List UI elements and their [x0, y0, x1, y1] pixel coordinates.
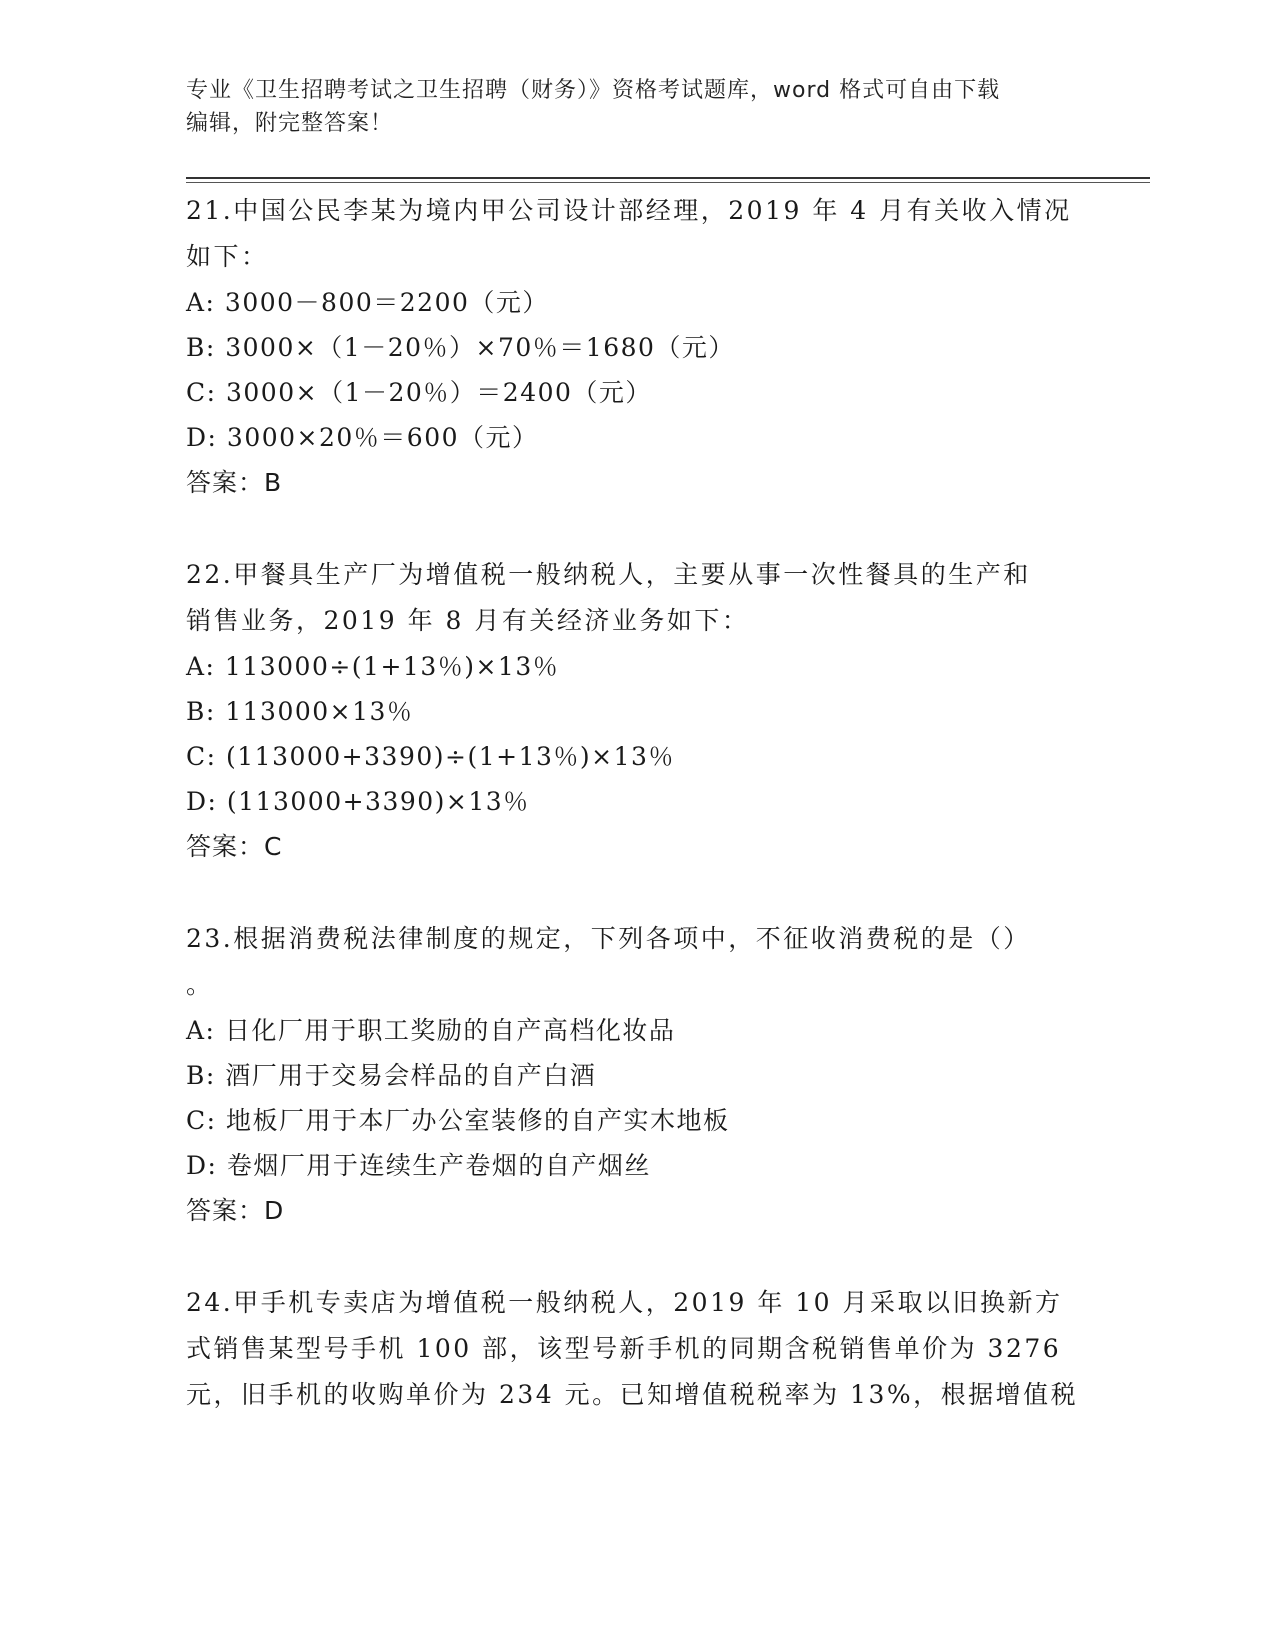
header-line-1: 专业《卫生招聘考试之卫生招聘（财务）》资格考试题库，word 格式可自由下载 — [186, 78, 1001, 103]
answer: 答案：D — [186, 1196, 285, 1225]
question-stem-line: 24.甲手机专卖店为增值税一般纳税人，2019 年 10 月采取以旧换新方 — [186, 1288, 1063, 1317]
option-d: D: 3000×20％＝600（元） — [186, 423, 539, 452]
question-stem-line: 元，旧手机的收购单价为 234 元。已知增值税税率为 13%，根据增值税 — [186, 1380, 1079, 1409]
question-stem — [186, 916, 1086, 1008]
question-stem-line: 23.根据消费税法律制度的规定，下列各项中，不征收消费税的是（） — [186, 924, 1031, 953]
answer: 答案：C — [186, 832, 283, 861]
question-stem — [186, 188, 1086, 280]
option-a: A: 113000÷(1+13％)×13％ — [186, 652, 560, 681]
header-divider-thin — [186, 182, 1150, 183]
answer: 答案：B — [186, 468, 283, 497]
question-24 — [186, 1280, 1086, 1418]
option-d: D: 卷烟厂用于连续生产卷烟的自产烟丝 — [186, 1151, 651, 1180]
question-stem-line: 销售业务，2019 年 8 月有关经济业务如下： — [186, 606, 750, 635]
option-d: D: (113000+3390)×13％ — [186, 787, 530, 816]
option-b: B: 酒厂用于交易会样品的自产白酒 — [186, 1061, 597, 1090]
question-stem-line: 式销售某型号手机 100 部，该型号新手机的同期含税销售单价为 3276 — [186, 1334, 1062, 1363]
option-c: C: 3000×（1－20％）＝2400（元） — [186, 378, 652, 407]
question-stem-line: 如下： — [186, 242, 269, 271]
question-stem — [186, 552, 1086, 644]
question-23 — [186, 916, 1086, 1233]
option-b: B: 3000×（1－20％）×70％＝1680（元） — [186, 333, 735, 362]
option-c: C: 地板厂用于本厂办公室装修的自产实木地板 — [186, 1106, 730, 1135]
document-header — [186, 74, 1066, 140]
header-line-2: 编辑，附完整答案！ — [186, 111, 394, 136]
header-divider-thick — [186, 177, 1150, 179]
option-b: B: 113000×13％ — [186, 697, 414, 726]
question-stem-line: 21.中国公民李某为境内甲公司设计部经理，2019 年 4 月有关收入情况 — [186, 196, 1072, 225]
question-stem — [186, 1280, 1086, 1418]
option-a: A: 3000－800＝2200（元） — [186, 288, 549, 317]
question-stem-line: 。 — [186, 970, 214, 999]
question-22 — [186, 552, 1086, 869]
option-a: A: 日化厂用于职工奖励的自产高档化妆品 — [186, 1016, 676, 1045]
question-21 — [186, 188, 1086, 505]
question-list — [186, 188, 1086, 1465]
question-stem-line: 22.甲餐具生产厂为增值税一般纳税人，主要从事一次性餐具的生产和 — [186, 560, 1031, 589]
option-c: C: (113000+3390)÷(1+13％)×13％ — [186, 742, 675, 771]
